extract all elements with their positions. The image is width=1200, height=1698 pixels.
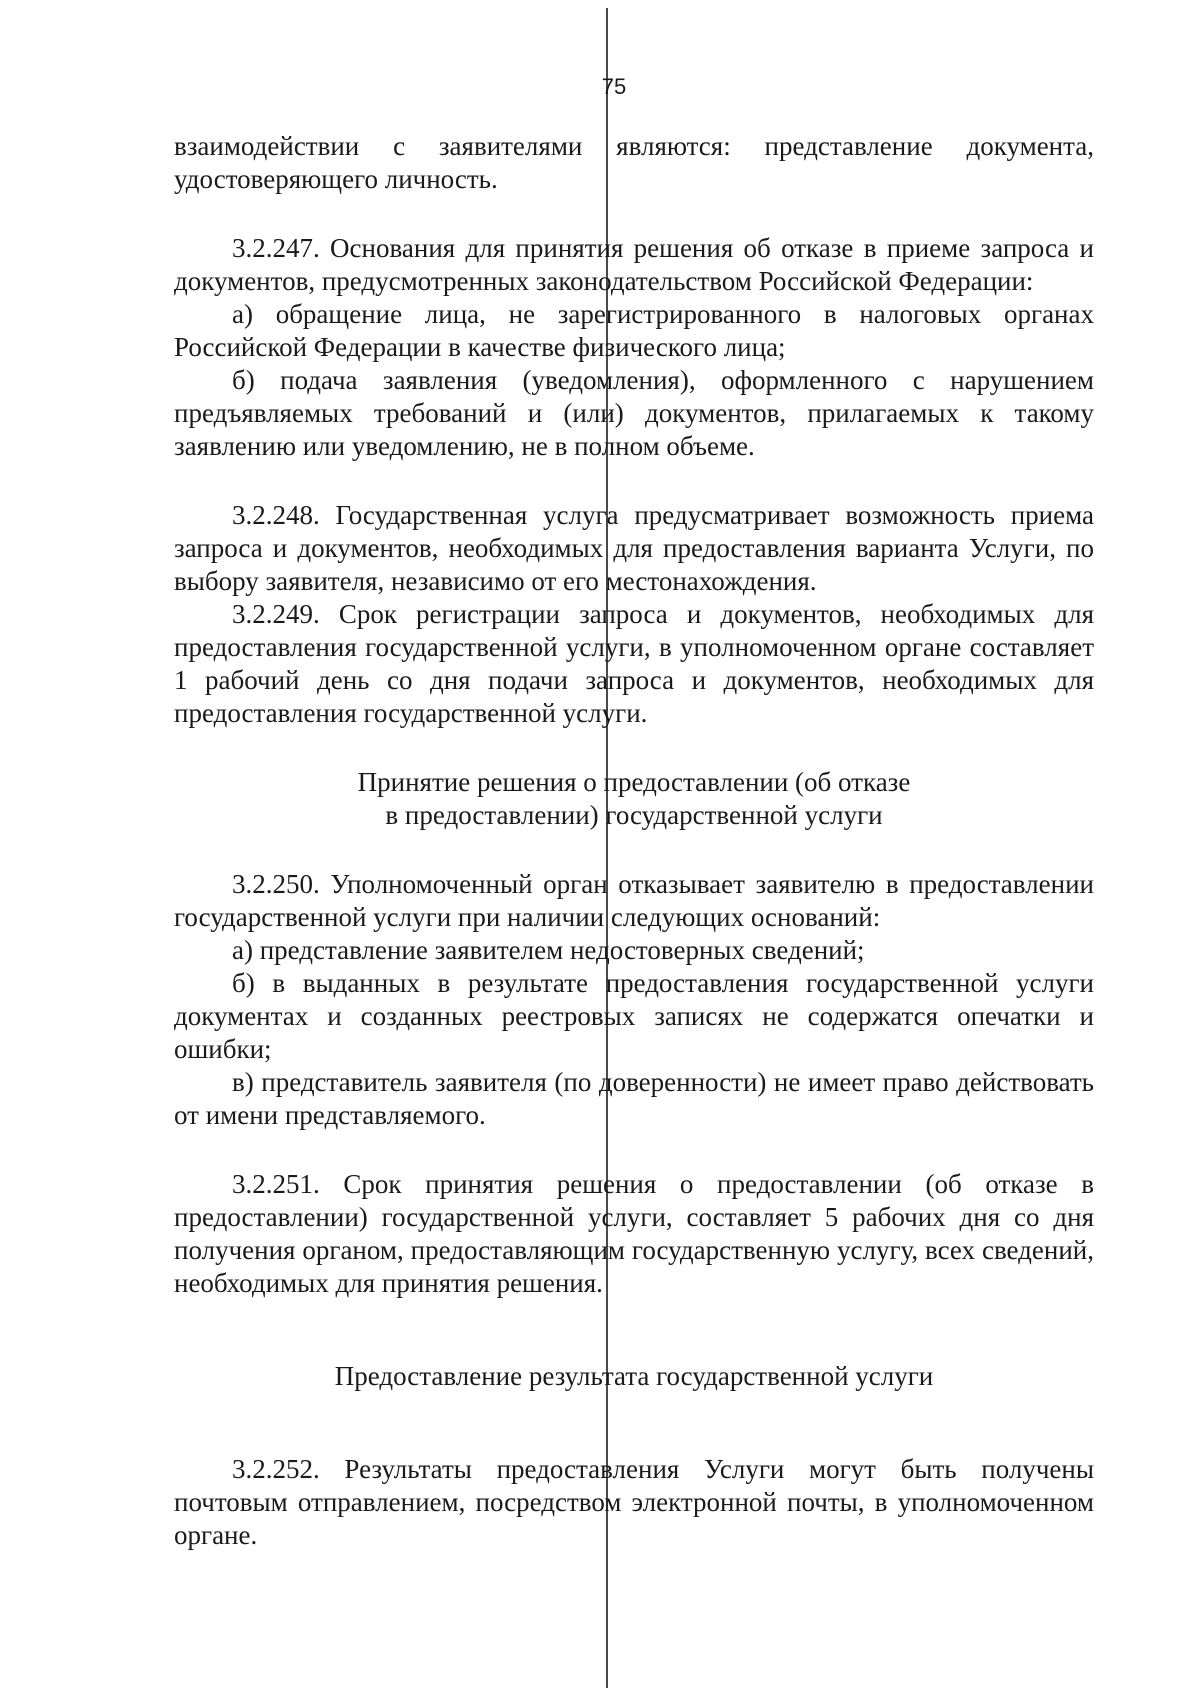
paragraph-intro: взаимодействии с заявителями являются: представление документа, удостоверяющего личность. (174, 131, 1094, 194)
page-number: 75 (601, 74, 627, 99)
paragraph-3-2-252: 3.2.252. Результаты предоставления Услуги могут быть получены почтовым отправлением, посредством электронной почты, в уполномоченном органе. (174, 1454, 1094, 1550)
section-heading-decision-line-1: Принятие решения о предоставлении (об отказе (357, 767, 911, 797)
paragraph-3-2-250-b: б) в выданных в результате предоставления государственной услуги документах и созданных реестровых записях не содержатся опечатки и ошибки; (174, 968, 1094, 1064)
document-body (174, 130, 1094, 1552)
paragraph-3-2-249: 3.2.249. Срок регистрации запроса и документов, необходимых для предоставления государственной услуги, в уполномоченном органе составляет 1 рабочий день со дня подачи запроса и документов, необходимых для предоставления государственной услуги. (174, 599, 1094, 728)
paragraph-3-2-247-a: а) обращение лица, не зарегистрированного в налоговых органах Российской Федерации в качестве физического лица; (174, 299, 1094, 362)
paragraph-3-2-250-c: в) представитель заявителя (по доверенности) не имеет право действовать от имени представляемого. (174, 1067, 1094, 1130)
paragraph-3-2-248: 3.2.248. Государственная услуга предусматривает возможность приема запроса и документов, необходимых для предоставления варианта Услуги, по выбору заявителя, независимо от его местонахождения. (174, 500, 1094, 596)
paragraph-3-2-247-b: б) подача заявления (уведомления), оформленного с нарушением предъявляемых требований и (или) документов, прилагаемых к такому заявлению или уведомлению, не в полном объеме. (174, 365, 1094, 461)
paragraph-3-2-251: 3.2.251. Срок принятия решения о предоставлении (об отказе в предоставлении) государственной услуги, составляет 5 рабочих дня со дня получения органом, предоставляющим государственную услугу, всех сведений, необходимых для принятия решения. (174, 1169, 1094, 1298)
paragraph-3-2-250: 3.2.250. Уполномоченный орган отказывает заявителю в предоставлении государственной услуги при наличии следующих оснований: (174, 869, 1094, 932)
section-heading-decision-line-2: в предоставлении) государственной услуги (385, 800, 883, 830)
paragraph-3-2-247: 3.2.247. Основания для принятия решения об отказе в приеме запроса и документов, предусмотренных законодательством Российской Федерации: (174, 233, 1094, 296)
paragraph-3-2-250-a: а) представление заявителем недостоверных сведений; (232, 935, 865, 965)
section-heading-result: Предоставление результата государственной услуги (334, 1361, 934, 1391)
